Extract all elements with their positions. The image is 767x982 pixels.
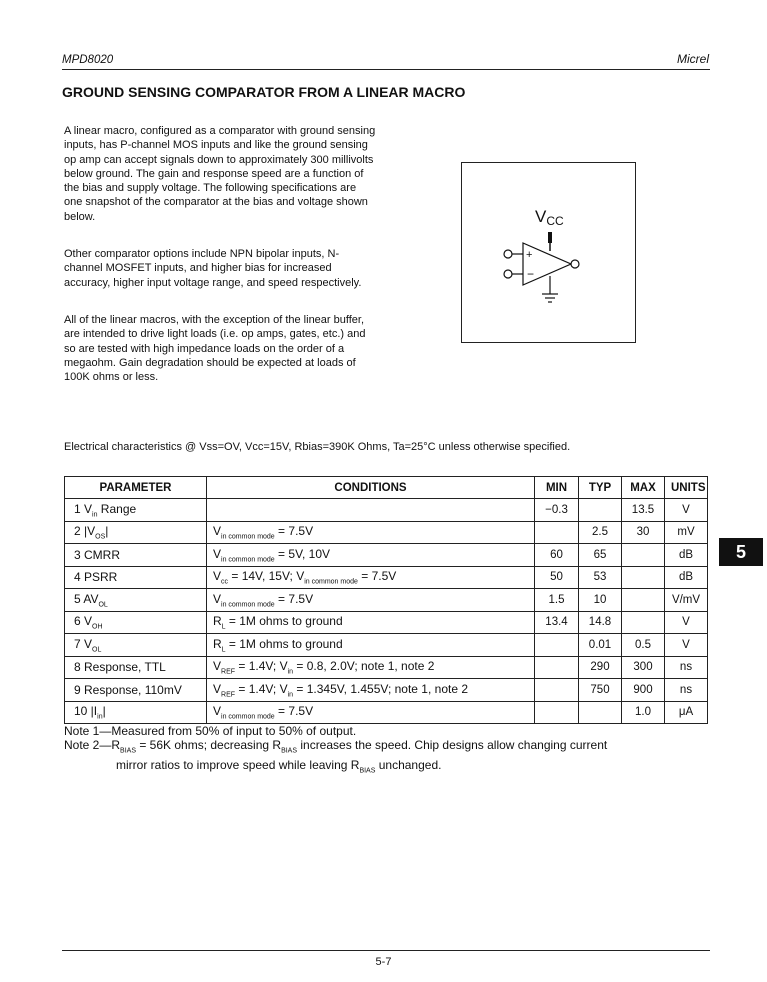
header-rule	[62, 69, 710, 70]
note-2-text-d: mirror ratios to improve speed while leaving R	[116, 758, 360, 773]
cell-typ: 2.5	[579, 521, 622, 544]
plus-sign: +	[526, 249, 533, 261]
note-2-sub-2: BIAS	[281, 747, 298, 755]
minus-sign: −	[527, 267, 535, 281]
note-2-sub-1: BIAS	[120, 747, 136, 755]
cell-units: V	[665, 611, 708, 634]
cell-typ: 14.8	[579, 611, 622, 634]
cell-parameter: 1 $V_{in}$ Range	[65, 499, 207, 522]
cell-units: ns	[665, 656, 708, 679]
table-row	[65, 679, 708, 702]
cell-parameter: 4 PSRR	[65, 566, 207, 589]
table-row	[65, 701, 708, 724]
note-2-text-e: unchanged.	[375, 758, 442, 773]
table-row	[65, 634, 708, 657]
cell-typ: 65	[579, 544, 622, 567]
output-terminal	[571, 260, 579, 268]
cell-conditions	[207, 499, 535, 522]
cell-conditions: $V_{REF} = 1.4V$; $V_{in} = 0.8$, 2.0V; note 1, note 2	[207, 656, 535, 679]
cell-min	[535, 656, 579, 679]
cell-conditions: $R_L = 1M$ ohms to ground	[207, 634, 535, 657]
cell-max: 13.5	[622, 499, 665, 522]
cell-parameter: 7 $V_{OL}$	[65, 634, 207, 657]
cell-parameter: 3 CMRR	[65, 544, 207, 567]
part-number: MPD8020	[62, 54, 114, 66]
section-tab: 5	[719, 538, 763, 566]
cell-typ: 290	[579, 656, 622, 679]
vcc-pin	[548, 232, 552, 243]
comparator-symbol-figure	[461, 162, 636, 343]
cell-units: V	[665, 499, 708, 522]
section-title: GROUND SENSING COMPARATOR FROM A LINEAR MACRO	[62, 84, 466, 100]
cell-typ: 750	[579, 679, 622, 702]
noninverting-input-terminal	[504, 250, 512, 258]
cell-min	[535, 679, 579, 702]
cell-parameter: 2 $|V_{OS}|$	[65, 521, 207, 544]
table-row	[65, 544, 708, 567]
cell-conditions: $V_{in common mode} = 5V$, 10V	[207, 544, 535, 567]
brand-name: Micrel	[677, 52, 709, 66]
cell-min: 13.4	[535, 611, 579, 634]
table-row	[65, 566, 708, 589]
cell-conditions: $V_{in common mode} = 7.5V$	[207, 589, 535, 612]
table-header-row	[65, 477, 708, 499]
cell-units: μA	[665, 701, 708, 724]
comparator-symbol	[462, 163, 635, 342]
cell-units: dB	[665, 566, 708, 589]
header-typ: TYP	[579, 477, 622, 499]
cell-min: 50	[535, 566, 579, 589]
cell-min: 1.5	[535, 589, 579, 612]
cell-max: 300	[622, 656, 665, 679]
cell-parameter: 9 Response, 110mV	[65, 679, 207, 702]
note-2-text-a: Note 2—R	[64, 738, 121, 752]
cell-units: ns	[665, 679, 708, 702]
options-paragraph: Other comparator options include NPN bipolar inputs, N-channel MOSFET inputs, and higher bias for increased accuracy, higher input voltage range, and speed respectively.	[64, 248, 362, 289]
cell-typ: 10	[579, 589, 622, 612]
cell-max: 30	[622, 521, 665, 544]
page-number: 5-7	[375, 956, 392, 968]
cell-min	[535, 634, 579, 657]
vcc-label: VCC	[535, 207, 564, 228]
cell-min	[535, 521, 579, 544]
inverting-input-terminal	[504, 270, 512, 278]
cell-parameter: 10 $|I_{in}|$	[65, 701, 207, 724]
header-parameter: PARAMETER	[65, 477, 207, 499]
cell-typ	[579, 701, 622, 724]
electrical-characteristics-table	[64, 476, 708, 724]
note-1: Note 1—Measured from 50% of input to 50% of output.	[64, 724, 357, 738]
test-conditions: Electrical characteristics @ Vss=OV, Vcc=15V, Rbias=390K Ohms, Ta=25°C unless otherwise specified.	[64, 441, 571, 453]
cell-min: −0.3	[535, 499, 579, 522]
cell-parameter: 8 Response, TTL	[65, 656, 207, 679]
note-2-text-c: increases the speed. Chip designs allow changing current	[297, 738, 608, 752]
cell-conditions: $V_{REF} = 1.4V$; $V_{in} = 1.345V$, 1.455V; note 1, note 2	[207, 679, 535, 702]
header-min: MIN	[535, 477, 579, 499]
cell-units: V/mV	[665, 589, 708, 612]
header-max: MAX	[622, 477, 665, 499]
cell-units: V	[665, 634, 708, 657]
cell-max	[622, 589, 665, 612]
footer-rule	[62, 950, 710, 951]
cell-units: dB	[665, 544, 708, 567]
cell-parameter: 5 $AV_{OL}$	[65, 589, 207, 612]
table-row	[65, 589, 708, 612]
cell-max: 1.0	[622, 701, 665, 724]
cell-min: 60	[535, 544, 579, 567]
note-2-text-b: = 56K ohms; decreasing R	[135, 738, 282, 752]
cell-typ: 53	[579, 566, 622, 589]
table-row	[65, 656, 708, 679]
cell-max	[622, 544, 665, 567]
note-2-continuation	[64, 758, 704, 778]
cell-max	[622, 566, 665, 589]
cell-conditions: $V_{in common mode} = 7.5V$	[207, 701, 535, 724]
cell-units: mV	[665, 521, 708, 544]
cell-parameter: 6 $V_{OH}$	[65, 611, 207, 634]
cell-max: 0.5	[622, 634, 665, 657]
table-row	[65, 611, 708, 634]
vcc-subscript: CC	[546, 214, 564, 228]
header-conditions: CONDITIONS	[207, 477, 535, 499]
cell-conditions: $V_{cc} = 14V$, 15V; $V_{in common mode} = 7.5V$	[207, 566, 535, 589]
cell-conditions: $V_{in common mode} = 7.5V$	[207, 521, 535, 544]
cell-max: 900	[622, 679, 665, 702]
cell-min	[535, 701, 579, 724]
cell-max	[622, 611, 665, 634]
intro-paragraph: A linear macro, configured as a comparator with ground sensing inputs, has P-channel MOS inputs and like the ground sensing op amp can accept signals down to approximately 300 millivolts below ground. The gain and response speed are a function of the bias and supply voltage. The following specifications are one snapshot of the comparator at the bias and voltage shown below.	[64, 125, 376, 223]
cell-typ	[579, 499, 622, 522]
cell-conditions: $R_L = 1M$ ohms to ground	[207, 611, 535, 634]
note-2	[64, 738, 704, 779]
loads-paragraph: All of the linear macros, with the exception of the linear buffer, are intended to drive light loads (i.e. op amps, gates, etc.) and so are tested with high impedance loads on the order of a megaohm. Gain degradation should be expected at loads of 100K ohms or less.	[64, 314, 366, 384]
cell-typ: 0.01	[579, 634, 622, 657]
table-row	[65, 521, 708, 544]
table-row	[65, 499, 708, 522]
header-units: UNITS	[665, 477, 708, 499]
note-2-sub-3: BIAS	[359, 767, 376, 775]
